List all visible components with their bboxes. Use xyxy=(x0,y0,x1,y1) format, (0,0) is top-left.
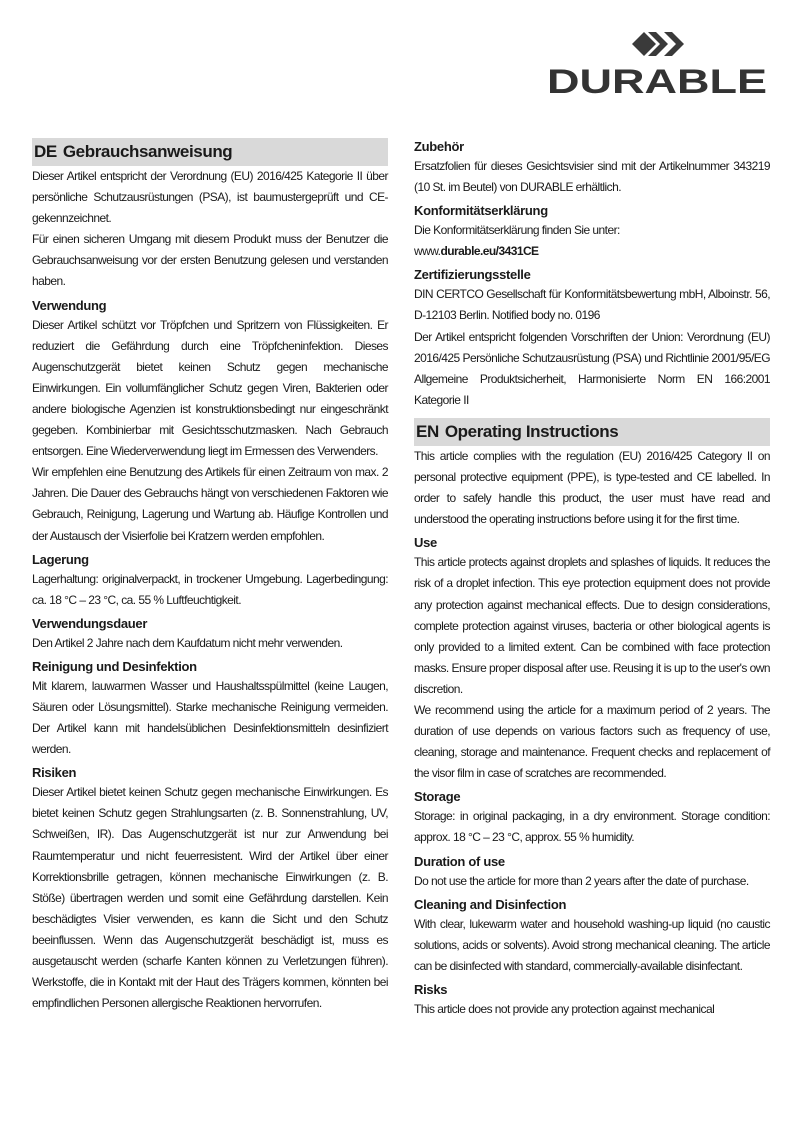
de-risiken-text: Dieser Artikel bietet keinen Schutz gegen mechanische Einwirkungen. Es bietet keinen Schutz gegen Strahlungsarten (z. B. Sonnenstrahlung, UV, Schweißen, IR). Das Augenschutzgerät ist nur zur Anwendung bei Raumtemperatur und nicht feuerresistent. Wird der Artikel über einer Korrektionsbrille getragen, können mechanische Einwirkungen (z. B. Stöße) übertragen werden und somit eine Gefährdung darstellen. Kein beschädigtes Visier verwenden, es kann die Sicht und den Schutz beeinflussen. Wenn das Augenschutzgerät beschädigt ist, muss es ausgetauscht werden (scharfe Kanten können zu Verletzungen führen). Werkstoffe, die in Kontakt mit der Haut des Trägers kommen, könnten bei empfindlichen Personen allergische Reaktionen hervorrufen. xyxy=(32,785,388,1011)
right-column xyxy=(414,138,770,1020)
de-risiken-heading: Risiken xyxy=(32,765,77,781)
de-title: Gebrauchsanweisung xyxy=(62,142,233,161)
de-konformitaet-url[interactable] xyxy=(414,241,770,262)
en-use-heading: Use xyxy=(414,535,437,551)
de-dauer-text: Den Artikel 2 Jahre nach dem Kaufdatum nicht mehr verwenden. xyxy=(32,635,343,650)
en-storage-heading: Storage xyxy=(414,789,461,805)
de-lagerung-heading: Lagerung xyxy=(32,551,89,567)
en-duration-heading: Duration of use xyxy=(414,853,505,869)
en-language-code: EN xyxy=(416,421,439,441)
de-verwendung-heading: Verwendung xyxy=(32,297,107,313)
en-duration-text: Do not use the article for more than 2 years after the date of purchase. xyxy=(414,873,749,888)
de-language-code: DE xyxy=(34,142,57,161)
de-verwendung-text-2: Wir empfehlen eine Benutzung des Artikels für einen Zeitraum von max. 2 Jahren. Die Dauer des Gebrauchs hängt von verschiedenen Faktoren wie Gebrauch, Reinigung, Lagerung und Wartung ab. Häufige Kontrollen und der Austausch der Visierfolie bei Kratzern werden empfohlen. xyxy=(32,465,388,543)
de-konformitaet-text: Die Konformitätserklärung finden Sie unter: xyxy=(414,223,620,238)
en-cleaning-heading: Cleaning and Disinfection xyxy=(414,896,567,912)
de-verwendung-text-1: Dieser Artikel schützt vor Tröpfchen und Spritzern von Flüssigkeiten. Er reduziert die Gefährdung durch eine Tröpfcheninfektion. Dieses Augenschutzgerät bietet keinen Schutz gegen mechanische Einwirkungen. Ein vollumfänglicher Schutz gegen Viren, Bakterien oder andere biologische Agenzien ist konstruktionsbedingt nur eingeschränkt gegeben. Kombinierbar mit Gesichtsschutzmasken. Nach Gebrauch entsorgen. Eine Wiederverwendung liegt im Ermessen des Verwenders. xyxy=(32,317,388,459)
en-risks-heading: Risks xyxy=(414,981,448,997)
de-zertifizierung-text-2: Der Artikel entspricht folgenden Vorschriften der Union: Verordnung (EU) 2016/425 Persönliche Schutzausrüstung (PSA) und Richtlinie 2001/95/EG Allgemeine Produktsicherheit, Harmonisierte Norm EN 166:2001 Kategorie II xyxy=(414,329,770,407)
url-main: durable.eu/3431CE xyxy=(440,244,539,259)
de-zertifizierung-text-1: DIN CERTCO Gesellschaft für Konformitätsbewertung mbH, Alboinstr. 56, D-12103 Berlin. Notified body no. 0196 xyxy=(414,287,770,323)
en-use-text-1: This article protects against droplets and splashes of liquids. It reduces the risk of a droplet infection. This eye protection equipment does not provide any protection against mechanical effects. Due to design considerations, complete protection against viruses, bacteria or other biological agents is only provided to a limited extent. Can be combined with face protection masks. Ensure proper disposal after use. Reusing it is up to the user's own discretion. xyxy=(414,555,770,696)
de-reinigung-heading: Reinigung und Desinfektion xyxy=(32,658,197,674)
en-title-bar xyxy=(414,418,770,446)
de-konformitaet-heading: Konformitätserklärung xyxy=(414,203,548,219)
brand-name: DURABLE xyxy=(547,63,767,98)
de-zubehoer-heading: Zubehör xyxy=(414,139,464,154)
durable-chevron-icon xyxy=(544,30,770,98)
de-title-bar xyxy=(32,138,388,166)
en-intro: This article complies with the regulation (EU) 2016/425 Category II on personal protective equipment (PPE), is type-tested and CE labelled. In order to safely handle this product, the user must have read and understood the operating instructions before using it for the first time. xyxy=(414,448,770,527)
de-zubehoer-text: Ersatzfolien für dieses Gesichtsvisier sind mit der Artikelnummer 343219 (10 St. im Beutel) von DURABLE erhältlich. xyxy=(414,159,770,195)
url-prefix: www. xyxy=(414,244,441,259)
en-storage-text: Storage: in original packaging, in a dry environment. Storage condition: approx. 18 °C – 23 °C, approx. 55 % humidity. xyxy=(414,809,770,845)
en-title: Operating Instructions xyxy=(444,421,619,441)
en-use-text-2: We recommend using the article for a maximum period of 2 years. The duration of use depends on various factors such as frequency of use, cleaning, storage and maintenance. Frequent checks and replacement of the visor film in case of scratches are recommended. xyxy=(414,702,770,781)
de-reinigung-text: Mit klarem, lauwarmen Wasser und Haushaltsspülmittel (keine Laugen, Säuren oder Lösungsmittel). Starke mechanische Reinigung vermeiden. Der Artikel kann mit handelsüblichen Desinfektionsmitteln desinfiziert werden. xyxy=(32,678,388,757)
en-cleaning-text: With clear, lukewarm water and household washing-up liquid (no caustic solutions, acids or solvents). Avoid strong mechanical cleaning. The article can be disinfected with standard, commercially-available disinfectant. xyxy=(414,916,770,973)
de-lagerung-text: Lagerhaltung: originalverpackt, in trockener Umgebung. Lagerbedingung: ca. 18 °C – 23 °C, ca. 55 % Luftfeuchtigkeit. xyxy=(32,571,388,607)
de-dauer-heading: Verwendungsdauer xyxy=(32,615,148,631)
de-intro-2: Für einen sicheren Umgang mit diesem Produkt muss der Benutzer die Gebrauchsanweisung vor der ersten Benutzung gelesen und verstanden haben. xyxy=(32,232,388,289)
durable-logo xyxy=(544,30,770,98)
en-risks-text: This article does not provide any protection against mechanical xyxy=(414,1001,715,1016)
de-intro-1: Dieser Artikel entspricht der Verordnung (EU) 2016/425 Kategorie II über persönliche Schutzausrüstungen (PSA), ist baumustergeprüft und CE-gekennzeichnet. xyxy=(32,169,388,226)
de-column xyxy=(32,138,388,1014)
de-zertifizierung-heading: Zertifizierungsstelle xyxy=(414,267,531,283)
